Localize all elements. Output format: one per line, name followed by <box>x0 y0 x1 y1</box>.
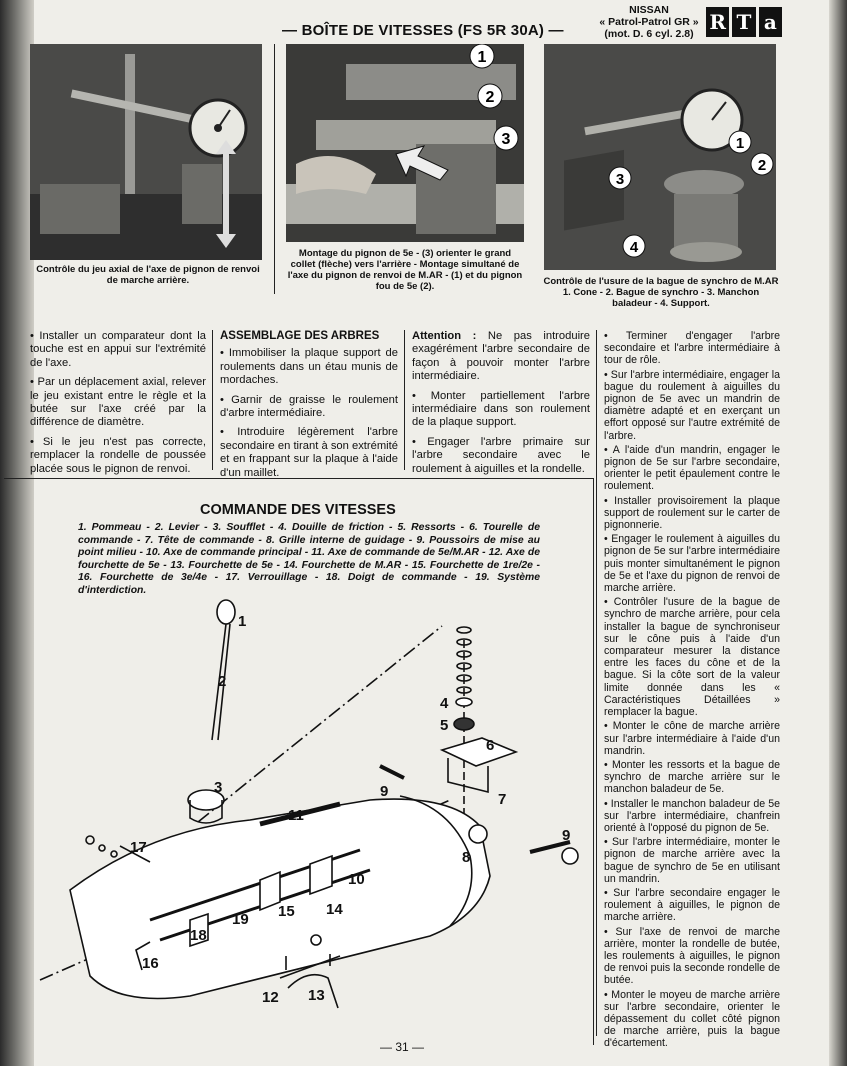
photo-1-image <box>30 44 262 260</box>
binding-shadow-right <box>829 0 847 1066</box>
column-divider <box>404 330 405 470</box>
attention-paragraph <box>412 330 590 384</box>
brand-block <box>596 4 702 40</box>
callout-13: 13 <box>308 987 325 1004</box>
photo-2-image <box>286 44 524 242</box>
callout-17: 17 <box>130 839 147 856</box>
paragraph: • Garnir de graisse le roulement d'arbre intermédiaire. <box>220 393 398 420</box>
paragraph: • A l'aide d'un mandrin, engager le pignon de 5e sur l'arbre secondaire, orienter le petit épaulement contre le roulement. <box>604 443 780 493</box>
column-divider <box>274 44 275 294</box>
column-divider <box>596 330 597 1036</box>
paragraph: • Monter le moyeu de marche arrière sur l'arbre secondaire, orienter le dépassement du collet côté pignon de marche arrière, puis la bague d'écartement. <box>604 988 780 1050</box>
paragraph: • Contrôler l'usure de la bague de synchro de marche arrière, pour cela installer la bague de synchroniseur sur le cône puis à l'aide d'un comparateur mesurer la distance entre les faces du cône et de la bague. Si la côte sort de la valeur limite donnée dans les « Caractéristiques Détaillées » remplacer la bague. <box>604 596 780 719</box>
paragraph: • Immobiliser la plaque support de roulements dans un étau munis de mordaches. <box>220 347 398 387</box>
callout-1: 1 <box>477 49 487 66</box>
section-heading: ASSEMBLAGE DES ARBRES <box>220 330 380 342</box>
rta-logo <box>706 7 782 37</box>
paragraph: • Engager le roulement à aiguilles du pignon de 5e sur l'arbre intermédiaire puis monter simultanément le pignon de 5e et l'axe du pignon de renvoi de marche arrière. <box>604 533 780 595</box>
callout-15: 15 <box>278 903 295 920</box>
photo-axial-play-check <box>30 44 262 260</box>
photo-2-caption: Montage du pignon de 5e - (3) orienter le grand collet (flèche) vers l'arrière - Montage simultané de l'axe du pignon de renvoi de M.AR - (1) et du pignon fou de 5e (2). <box>287 248 523 292</box>
column-divider <box>212 330 213 470</box>
callout-12: 12 <box>262 989 279 1006</box>
paragraph: • Monter partiellement l'arbre intermédiaire dans son roulement de la plaque support. <box>412 389 590 429</box>
paragraph: • Sur l'axe de renvoi de marche arrière, monter la rondelle de butée, les roulements à aiguilles, le pignon de renvoi puis la seconde rondelle de butée. <box>604 925 780 987</box>
paragraph: • Sur l'arbre secondaire engager le roulement à aiguilles, le pignon de marche arrière. <box>604 886 780 924</box>
photo-3-image <box>544 44 776 270</box>
callout-9: 9 <box>380 783 389 800</box>
photo-5th-gear-mounting <box>286 44 524 242</box>
photo-3-caption-legend: 1. Cone - 2. Bague de synchro - 3. Manchon baladeur - 4. Support. <box>562 287 760 309</box>
callout-7: 7 <box>498 791 507 808</box>
callout-19: 19 <box>232 911 249 928</box>
callout-3: 3 <box>214 779 223 796</box>
callout-4: 4 <box>629 239 639 256</box>
callout-4: 4 <box>440 695 449 712</box>
diagram-title: COMMANDE DES VITESSES <box>200 502 396 518</box>
photo-3-caption-title: Contrôle de l'usure de la bague de synchro de M.AR <box>543 276 779 287</box>
logo-letter-r: R <box>706 7 729 37</box>
attention-text: Ne pas introduire exagérément l'arbre secondaire de façon à pouvoir monter l'arbre intermédiaire. <box>412 330 591 383</box>
brand-model: « Patrol-Patrol GR » <box>599 16 699 28</box>
paragraph: • Engager l'arbre primaire sur l'arbre secondaire avec le roulement à aiguilles et la rondelle. <box>412 435 590 475</box>
paragraph: • Installer un comparateur dont la touche est en appui sur l'extrémité de l'axe. <box>30 330 206 369</box>
paragraph: • Installer provisoirement la plaque support de roulement sur le carter de pignonnerie. <box>604 494 780 532</box>
callout-14: 14 <box>326 901 343 918</box>
text-column-3 <box>412 330 590 478</box>
logo-letter-a: a <box>759 7 782 37</box>
callout-2: 2 <box>218 673 227 690</box>
paragraph: • Si le jeu n'est pas correcte, remplacer la rondelle de poussée placée sous le pignon de renvoi. <box>30 435 206 475</box>
callout-9b: 9 <box>562 827 571 844</box>
callout-1: 1 <box>238 613 247 630</box>
callout-18: 18 <box>190 927 207 944</box>
paragraph: • Installer le manchon baladeur de 5e sur l'arbre intermédiaire, chanfrein orienté à l'opposé du pignon de 5e. <box>604 797 780 834</box>
paragraph: • Monter le cône de marche arrière sur l'arbre intermédiaire à l'aide d'un mandrin. <box>604 720 780 757</box>
callout-5: 5 <box>440 717 449 734</box>
callout-16: 16 <box>142 955 159 972</box>
photo-synchro-ring-wear <box>544 44 776 270</box>
photo-3-caption <box>542 276 780 309</box>
paragraph: • Par un déplacement axial, relever le jeu existant entre le règle et la butée sur l'axe créé par la différence de diamètre. <box>30 376 206 429</box>
paragraph: • Introduire légèrement l'arbre secondaire en tirant à son extrémité et en frappant sur la plaque à l'aide d'un maillet. <box>220 426 398 479</box>
callout-10: 10 <box>348 871 365 888</box>
diagram-legend: 1. Pommeau - 2. Levier - 3. Soufflet - 4. Douille de friction - 5. Ressorts - 6. Tourelle de commande - 7. Tête de commande - 8. Grille interne de guidage - 9. Poussoirs de mise au point milieu - 10. Axe de commande principal - 11. Axe de commande de 5e/M.AR - 12. Axe de fourchette de 5e - 13. Fourchette de 5e - 14. Fourchette de M.AR - 15. Fourchette de 1re/2e - 16. Fourchette de 3e/4e - 17. Verrouillage - 18. Doigt de commande - 19. Système d'interdiction. <box>78 522 540 596</box>
callout-2: 2 <box>485 89 495 106</box>
callout-8: 8 <box>462 849 471 866</box>
text-column-4 <box>604 330 780 1052</box>
brand-make: NISSAN <box>629 4 669 16</box>
callout-2: 2 <box>757 157 767 174</box>
paragraph: • Monter les ressorts et la bague de synchro de marche arrière sur le manchon baladeur de 5e. <box>604 758 780 796</box>
callout-6: 6 <box>486 737 495 754</box>
text-column-1 <box>30 330 206 478</box>
paragraph: • Sur l'arbre intermédiaire, monter le pignon de marche arrière avec la bague de synchro de 5e en utilisant un mandrin. <box>604 836 780 885</box>
paragraph: • Terminer d'engager l'arbre secondaire et l'arbre intermédiaire à tour de rôle. <box>604 330 780 367</box>
text-column-2 <box>220 330 398 482</box>
callout-1: 1 <box>735 135 745 152</box>
brand-engine: (mot. D. 6 cyl. 2.8) <box>604 28 694 40</box>
callout-3: 3 <box>501 131 511 148</box>
photo-1-caption: Contrôle du jeu axial de l'axe de pignon de renvoi de marche arrière. <box>36 264 260 286</box>
paragraph: • Sur l'arbre intermédiaire, engager la bague du roulement à aiguilles du pignon de 5e avec un mandrin de diamètre adapté et en exerçant un effort opposé sur l'autre extrémité de l'arbre. <box>604 368 780 442</box>
logo-letter-t: T <box>732 7 755 37</box>
attention-label: Attention : <box>412 330 477 342</box>
page-title: — BOÎTE DE VITESSES (FS 5R 30A) — <box>282 22 564 39</box>
gear-shift-exploded-diagram <box>30 590 590 1030</box>
page-number: — 31 — <box>380 1040 425 1054</box>
callout-11: 11 <box>288 807 304 824</box>
callout-3: 3 <box>615 171 625 188</box>
